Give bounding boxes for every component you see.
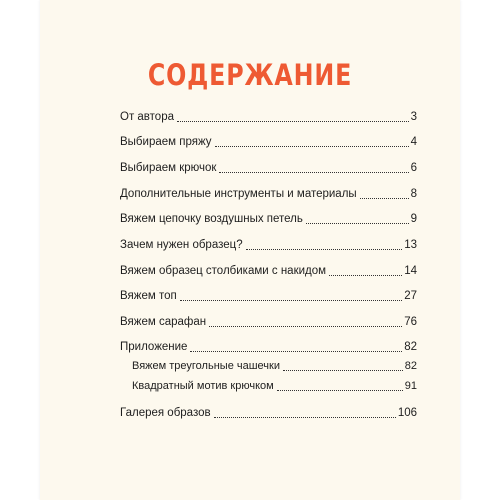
page-title: СОДЕРЖАНИЕ (147, 58, 353, 92)
toc-entry[interactable] (120, 289, 417, 304)
dot-leader (306, 222, 409, 224)
toc-entry-label: Приложение (120, 341, 188, 353)
toc-entry[interactable] (120, 187, 417, 202)
dot-leader (190, 350, 402, 352)
toc-entry-page: 6 (410, 162, 417, 174)
toc-entry-label: Галерея образов (120, 407, 211, 419)
dot-leader (329, 274, 402, 276)
toc-entry-page: 82 (404, 341, 417, 353)
toc-entry[interactable] (120, 135, 417, 150)
dot-leader (219, 171, 408, 173)
dot-leader (214, 416, 396, 418)
toc-entry[interactable] (120, 110, 417, 125)
book-page (40, 0, 460, 500)
toc-entry-page: 9 (410, 213, 417, 225)
toc-entry[interactable] (120, 406, 417, 421)
toc-entry-page: 14 (404, 265, 417, 277)
toc-entry-page: 27 (404, 290, 417, 302)
toc-entry[interactable] (120, 238, 417, 253)
toc-entry-label: Выбираем крючок (120, 162, 217, 174)
toc-entry-page: 13 (404, 239, 417, 251)
toc-entry-label: Вяжем треугольные чашечки (132, 360, 280, 372)
dot-leader (277, 389, 403, 391)
toc-entry-page: 3 (410, 111, 417, 123)
toc-entry[interactable] (120, 161, 417, 176)
dot-leader (177, 120, 409, 122)
toc-entry-label: Дополнительные инструменты и материалы (120, 188, 357, 200)
toc-entry-page: 8 (410, 188, 417, 200)
toc-entry[interactable] (120, 212, 417, 227)
toc-entry-label: Зачем нужен образец? (120, 239, 243, 251)
toc-entry-label: От автора (120, 111, 174, 123)
toc-entry-label: Вяжем образец столбиками с накидом (120, 265, 327, 277)
dot-leader (180, 299, 402, 301)
toc-subentry[interactable] (132, 379, 417, 394)
toc-entry[interactable] (120, 340, 417, 355)
toc-entry-page: 106 (397, 407, 417, 419)
toc-entry-label: Вяжем сарафан (120, 316, 207, 328)
toc-entry[interactable] (120, 264, 417, 279)
dot-leader (209, 325, 402, 327)
toc-entry-page: 82 (404, 360, 417, 372)
toc-subentry[interactable] (132, 359, 417, 374)
toc-entry-page: 91 (404, 380, 417, 392)
dot-leader (246, 248, 403, 250)
toc-entry-page: 76 (404, 316, 417, 328)
toc-entry[interactable] (120, 315, 417, 330)
toc-entry-label: Квадратный мотив крючком (132, 380, 274, 392)
toc-entry-label: Вяжем цепочку воздушных петель (120, 213, 303, 225)
dot-leader (215, 145, 409, 147)
dot-leader (360, 197, 409, 199)
toc-entry-page: 4 (410, 136, 417, 148)
toc-entry-label: Вяжем топ (120, 290, 177, 302)
toc-entry-label: Выбираем пряжу (120, 136, 212, 148)
dot-leader (283, 369, 403, 371)
